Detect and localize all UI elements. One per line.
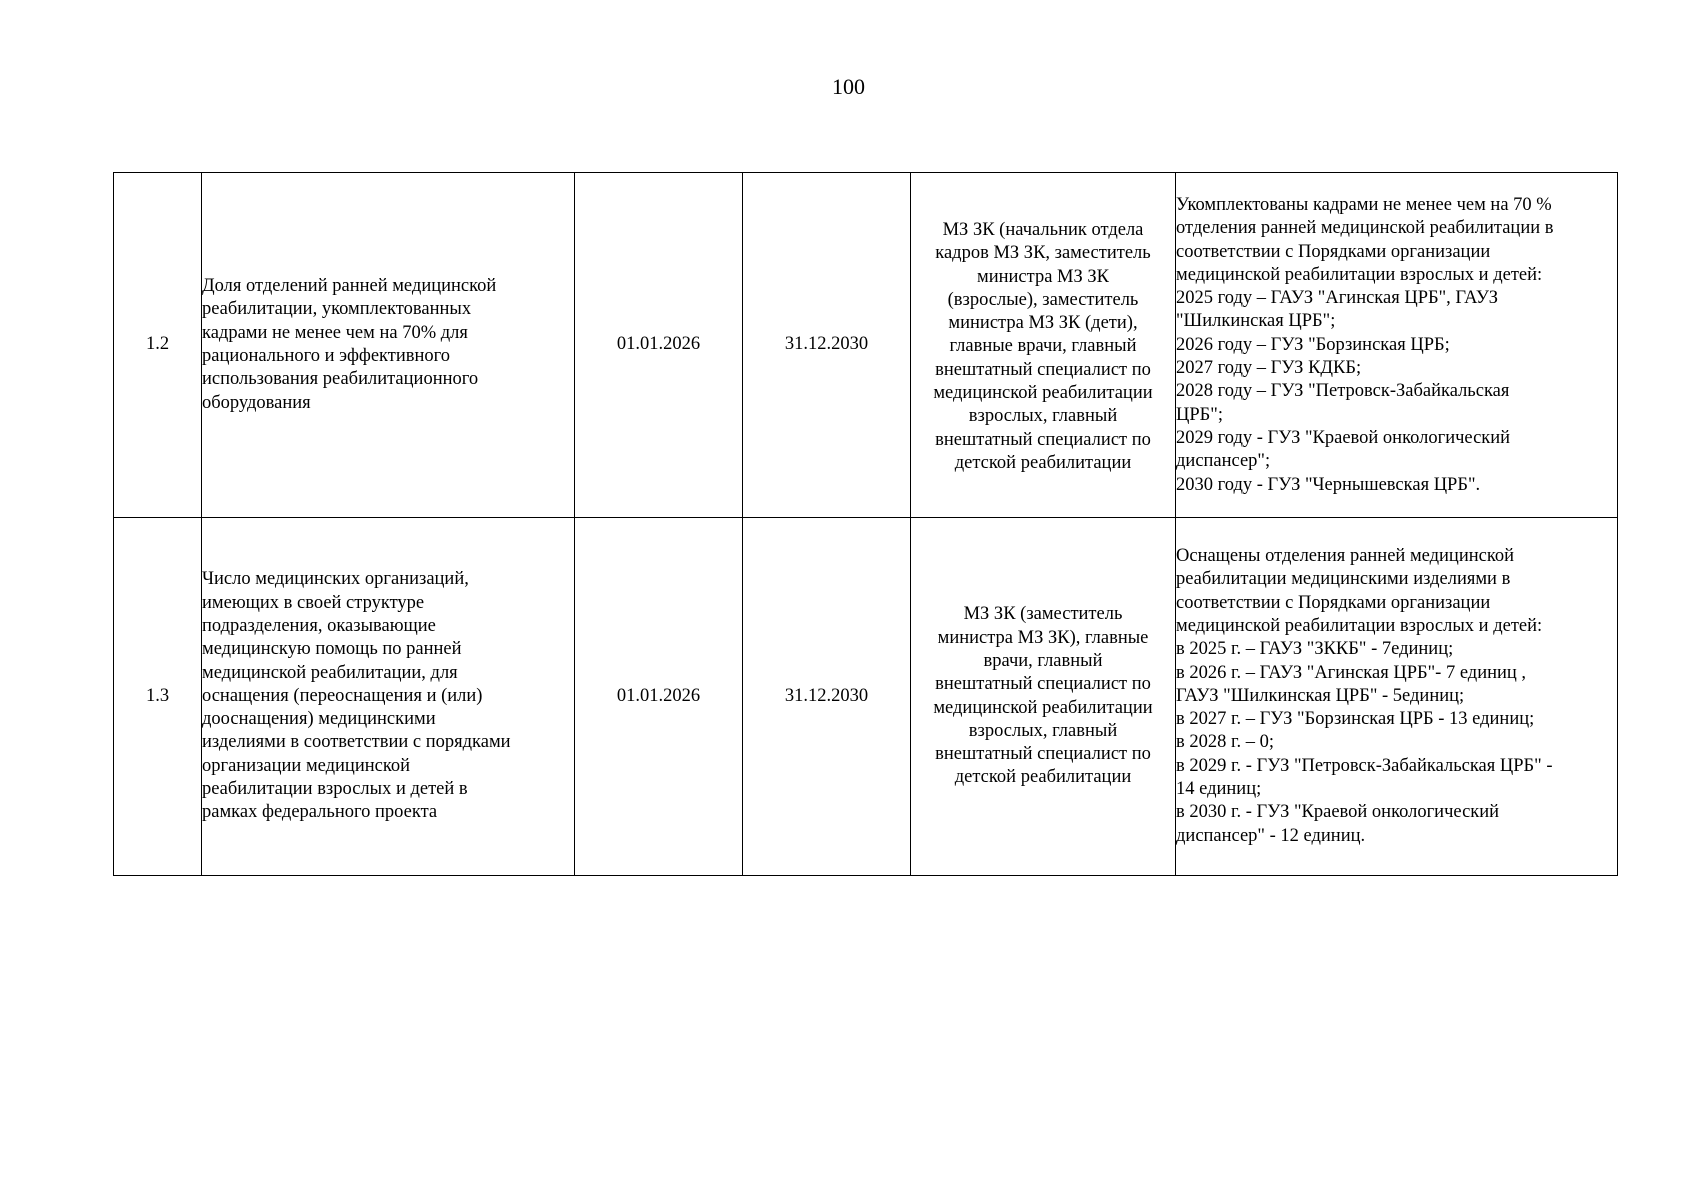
indicator-name-cell [202,518,575,876]
result-cell [1176,173,1618,518]
start-date: 01.01.2026 [616,334,701,355]
responsible-text: МЗ ЗК (заместитель министра МЗ ЗК), главные врачи, главный внештатный специалист по медицинской реабилитации взрослых, главный внештатный специалист по детской реабилитации [933,604,1153,788]
responsible-text: МЗ ЗК (начальник отдела кадров МЗ ЗК, заместитель министра МЗ ЗК (взрослые), заместитель министра МЗ ЗК (дети), главные врачи, главный внештатный специалист по медицинской реабилитации взрослых, главный внештатный специалист по детской реабилитации [933,220,1153,473]
end-date-cell [743,518,911,876]
row-number: 1.3 [145,685,170,706]
page-number: 100 [832,74,865,99]
row-number: 1.2 [145,334,170,355]
result-cell [1176,518,1618,876]
result-text: Укомплектованы кадрами не менее чем на 70 % отделения ранней медицинской реабилитации в соответствии с Порядками организации медицинской реабилитации взрослых и детей: 2025 году – ГАУЗ "Агинская ЦРБ", ГАУЗ "Шилкинская ЦРБ"; 2026 году – ГУЗ "Борзинская ЦРБ; 2027 году – ГУЗ КДКБ; 2028 году – ГУЗ "Петровск-Забайкальская ЦРБ"; 2029 году - ГУЗ "Краевой онкологический диспансер"; 2030 году - ГУЗ "Чернышевская ЦРБ". [1176,195,1554,495]
row-number-cell [114,173,202,518]
end-date-cell [743,173,911,518]
row-number-cell [114,518,202,876]
responsible-cell [911,173,1176,518]
responsible-cell [911,518,1176,876]
start-date-cell [575,518,743,876]
start-date: 01.01.2026 [616,685,701,706]
start-date-cell [575,173,743,518]
table-row [114,173,1618,518]
measures-table [113,172,1618,876]
result-text: Оснащены отделения ранней медицинской реабилитации медицинскими изделиями в соответствии с Порядками организации медицинской реабилитации взрослых и детей: в 2025 г. – ГАУЗ "ЗККБ" - 7единиц; в 2026 г. – ГАУЗ "Агинская ЦРБ"- 7 единиц , ГАУЗ "Шилкинская ЦРБ" - 5единиц; в 2027 г. – ГУЗ "Борзинская ЦРБ - 13 единиц; в 2028 г. – 0; в 2029 г. - ГУЗ "Петровск-Забайкальская ЦРБ" - 14 единиц; в 2030 г. - ГУЗ "Краевой онкологический диспансер" - 12 единиц. [1176,546,1553,846]
end-date: 31.12.2030 [784,685,869,706]
indicator-name-cell [202,173,575,518]
end-date: 31.12.2030 [784,334,869,355]
indicator-name: Число медицинских организаций, имеющих в своей структуре подразделения, оказывающие медицинскую помощь по ранней медицинской реабилитации, для оснащения (переоснащения и (или) дооснащения) медицинскими изделиями в соответствии с порядками организации медицинской реабилитации взрослых и детей в рамках федерального проекта [202,569,511,823]
indicator-name: Доля отделений ранней медицинской реабилитации, укомплектованных кадрами не менее чем на 70% для рационального и эффективного использования реабилитационного оборудования [202,276,497,413]
table-row [114,518,1618,876]
